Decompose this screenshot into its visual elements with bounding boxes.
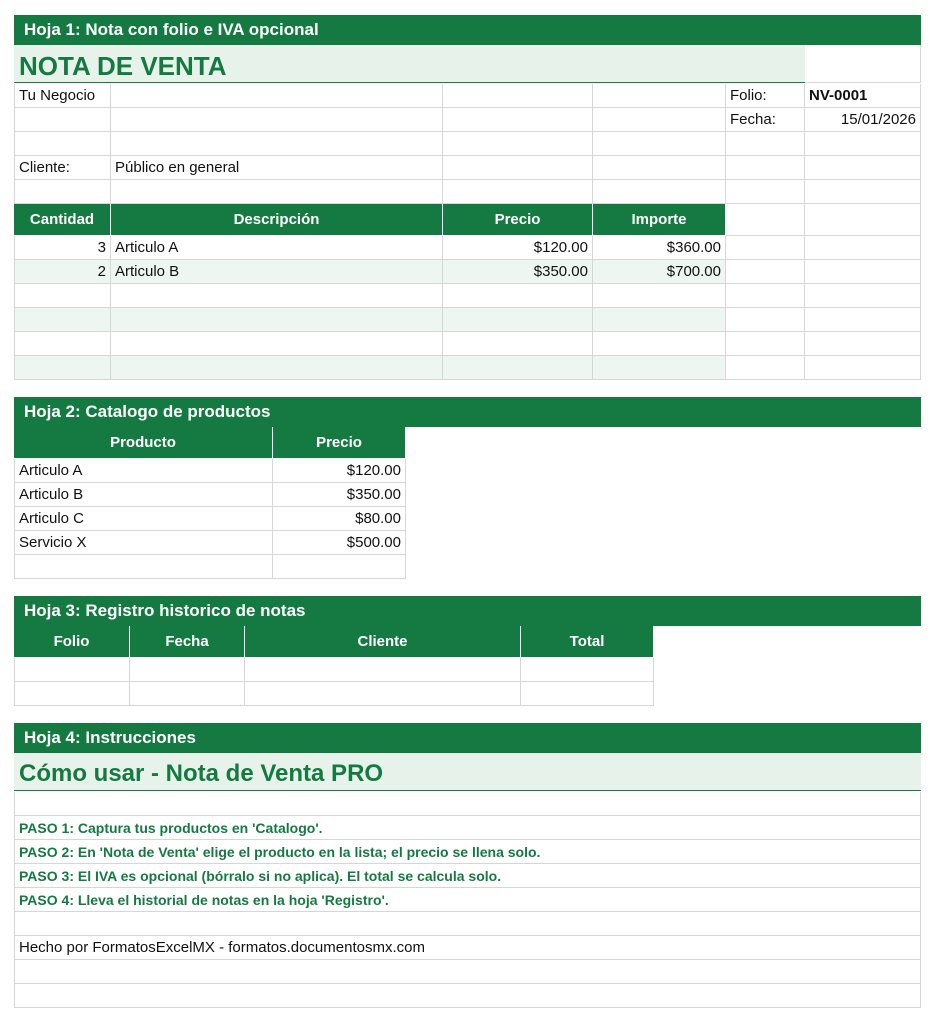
column-header-amount[interactable]: Importe (593, 204, 726, 236)
empty-cell[interactable] (805, 204, 921, 236)
instruction-step: PASO 4: Lleva el historial de notas en la hoja 'Registro'. (14, 888, 921, 912)
empty-cell[interactable] (111, 308, 443, 332)
empty-cell[interactable] (111, 284, 443, 308)
sheet4-section-title: Hoja 4: Instrucciones (14, 723, 921, 753)
instruction-step: PASO 2: En 'Nota de Venta' elige el producto en la lista; el precio se llena solo. (14, 840, 921, 864)
catalog-price[interactable]: $500.00 (273, 531, 406, 555)
empty-cell[interactable] (726, 236, 805, 260)
catalog-product[interactable]: Servicio X (14, 531, 273, 555)
empty-cell[interactable] (14, 555, 273, 579)
empty-cell[interactable] (443, 332, 593, 356)
empty-cell[interactable] (443, 308, 593, 332)
empty-cell[interactable] (443, 108, 593, 132)
empty-cell[interactable] (14, 658, 130, 682)
table-row-description[interactable]: Articulo A (111, 236, 443, 260)
empty-cell[interactable] (726, 332, 805, 356)
sheet2-section-title: Hoja 2: Catalogo de productos (14, 397, 921, 427)
sheet1-section-title: Hoja 1: Nota con folio e IVA opcional (14, 15, 921, 45)
empty-cell[interactable] (14, 912, 921, 936)
column-header-price[interactable]: Precio (443, 204, 593, 236)
empty-cell[interactable] (805, 332, 921, 356)
empty-cell[interactable] (111, 332, 443, 356)
table-row-price[interactable]: $120.00 (443, 236, 593, 260)
credit-text: Hecho por FormatosExcelMX - formatos.documentosmx.com (14, 936, 921, 960)
date-label: Fecha: (726, 108, 805, 132)
empty-cell[interactable] (593, 156, 726, 180)
empty-cell[interactable] (111, 180, 443, 204)
empty-cell[interactable] (593, 84, 726, 108)
empty-cell[interactable] (805, 45, 921, 83)
empty-cell[interactable] (726, 204, 805, 236)
empty-cell[interactable] (726, 356, 805, 380)
empty-cell[interactable] (14, 356, 111, 380)
empty-cell[interactable] (245, 682, 521, 706)
folio-value[interactable]: NV-0001 (805, 84, 921, 108)
empty-cell[interactable] (726, 156, 805, 180)
instruction-step: PASO 3: El IVA es opcional (bórralo si no aplica). El total se calcula solo. (14, 864, 921, 888)
catalog-price[interactable]: $350.00 (273, 483, 406, 507)
empty-cell[interactable] (130, 682, 245, 706)
empty-cell[interactable] (726, 260, 805, 284)
empty-cell[interactable] (130, 658, 245, 682)
client-label: Cliente: (14, 156, 111, 180)
empty-cell[interactable] (14, 984, 921, 1008)
column-header-price[interactable]: Precio (273, 427, 406, 459)
empty-cell[interactable] (805, 356, 921, 380)
empty-cell[interactable] (805, 132, 921, 156)
client-value[interactable]: Público en general (111, 156, 443, 180)
date-value[interactable]: 15/01/2026 (805, 108, 921, 132)
catalog-product[interactable]: Articulo C (14, 507, 273, 531)
empty-cell[interactable] (521, 658, 654, 682)
empty-cell[interactable] (443, 356, 593, 380)
empty-cell[interactable] (443, 284, 593, 308)
column-header-description[interactable]: Descripción (111, 204, 443, 236)
empty-cell[interactable] (593, 108, 726, 132)
empty-cell[interactable] (521, 682, 654, 706)
table-row-amount[interactable]: $700.00 (593, 260, 726, 284)
empty-cell[interactable] (14, 332, 111, 356)
empty-cell[interactable] (111, 108, 443, 132)
empty-cell[interactable] (14, 960, 921, 984)
empty-cell[interactable] (805, 180, 921, 204)
catalog-price[interactable]: $80.00 (273, 507, 406, 531)
empty-cell[interactable] (273, 555, 406, 579)
empty-cell[interactable] (805, 260, 921, 284)
empty-cell[interactable] (593, 308, 726, 332)
table-row-qty[interactable]: 2 (14, 260, 111, 284)
table-row-price[interactable]: $350.00 (443, 260, 593, 284)
empty-cell[interactable] (443, 156, 593, 180)
empty-cell[interactable] (805, 308, 921, 332)
empty-cell[interactable] (726, 180, 805, 204)
empty-cell[interactable] (14, 682, 130, 706)
empty-cell[interactable] (14, 132, 111, 156)
column-header-product[interactable]: Producto (14, 427, 273, 459)
column-header-total[interactable]: Total (521, 626, 654, 658)
empty-cell[interactable] (111, 84, 443, 108)
empty-cell[interactable] (14, 284, 111, 308)
table-row-description[interactable]: Articulo B (111, 260, 443, 284)
empty-cell[interactable] (593, 356, 726, 380)
empty-cell[interactable] (805, 284, 921, 308)
empty-cell[interactable] (726, 308, 805, 332)
column-header-folio[interactable]: Folio (14, 626, 130, 658)
empty-cell[interactable] (14, 792, 921, 816)
empty-cell[interactable] (14, 108, 111, 132)
empty-cell[interactable] (443, 180, 593, 204)
empty-cell[interactable] (593, 284, 726, 308)
empty-cell[interactable] (593, 132, 726, 156)
catalog-product[interactable]: Articulo A (14, 459, 273, 483)
empty-cell[interactable] (805, 156, 921, 180)
folio-label: Folio: (726, 84, 805, 108)
empty-cell[interactable] (111, 132, 443, 156)
empty-cell[interactable] (726, 132, 805, 156)
empty-cell[interactable] (593, 180, 726, 204)
empty-cell[interactable] (805, 236, 921, 260)
empty-cell[interactable] (111, 356, 443, 380)
empty-cell[interactable] (443, 84, 593, 108)
table-row-qty[interactable]: 3 (14, 236, 111, 260)
sheet3-section-title: Hoja 3: Registro historico de notas (14, 596, 921, 626)
instructions-title: Cómo usar - Nota de Venta PRO (14, 753, 921, 791)
empty-cell[interactable] (14, 308, 111, 332)
instruction-step: PASO 1: Captura tus productos en 'Catalogo'. (14, 816, 921, 840)
empty-cell[interactable] (726, 284, 805, 308)
column-header-client[interactable]: Cliente (245, 626, 521, 658)
catalog-price[interactable]: $120.00 (273, 459, 406, 483)
nota-title: NOTA DE VENTA (14, 45, 805, 83)
empty-cell[interactable] (443, 132, 593, 156)
empty-cell[interactable] (593, 332, 726, 356)
empty-cell[interactable] (14, 180, 111, 204)
business-name-cell[interactable]: Tu Negocio (14, 84, 111, 108)
catalog-product[interactable]: Articulo B (14, 483, 273, 507)
column-header-quantity[interactable]: Cantidad (14, 204, 111, 236)
table-row-amount[interactable]: $360.00 (593, 236, 726, 260)
empty-cell[interactable] (245, 658, 521, 682)
column-header-date[interactable]: Fecha (130, 626, 245, 658)
